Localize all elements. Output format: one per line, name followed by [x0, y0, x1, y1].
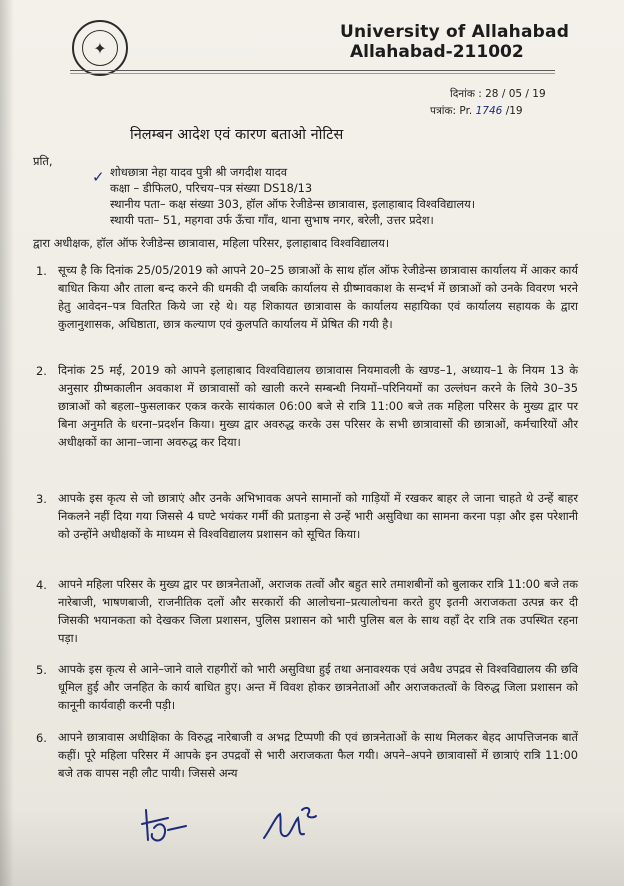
header-rule-secondary: [70, 73, 555, 74]
paragraph-4: आपने महिला परिसर के मुख्य द्वार पर छात्रनेताओं, अराजक तत्वों और बहुत सारे तमाशबीनों को बुलाकर रात्रि 11:00 बजे तक नारेबाजी, भाषणबाजी, राजनीतिक दलों और सरकारों की आलोचना–प्रत्यालोचना करते हुए इतनी अराजकता उत्पन्न कर दी जिसकी भयानकता को देखकर जिला प्रशासन, पुलिस प्रशासन को भारी पुलिस बल के साथ वहाँ देर रात्रि तक उपस्थित रहना पड़ा।: [58, 577, 578, 646]
paragraph-number: 4.: [36, 578, 47, 592]
recipient-line-3: स्थानीय पता– कक्ष संख्या 303, हॉल ऑफ रेजीडेन्स छात्रावास, इलाहाबाद विश्वविद्यालय।: [110, 197, 476, 211]
recipient-line-2: कक्षा – डीफिल0, परिचय–पत्र संख्या DS18/13: [110, 181, 313, 195]
paragraph-number: 2.: [36, 364, 47, 378]
document-title: निलम्बन आदेश एवं कारण बताओ नोटिस: [130, 127, 344, 143]
recipient-to: प्रति,: [33, 154, 53, 168]
recipient-line-4: स्थायी पता– 51, महगवा उर्फ ऊँचा गाँव, थाना सुभाष नगर, बरेली, उत्तर प्रदेश।: [110, 213, 434, 227]
handwritten-initials-left: [138, 800, 198, 850]
reference-line: [430, 104, 523, 118]
paragraph-number: 1.: [36, 264, 47, 278]
paragraph-2: दिनांक 25 मई, 2019 को आपने इलाहाबाद विश्वविद्यालय छात्रावास नियमावली के खण्ड–1, अध्याय–1 के नियम 13 के अनुसार ग्रीष्मकालीन अवकाश में छात्रावासों को खाली करने सम्बन्धी नियमों–परिनियमों का उल्लंघन करने के लिये 30–35 छात्राओं को बहला–फुसलाकर एकत्र करके सायंकाल 06:00 बजे से रात्रि 11:00 बजे तक महिला परिसर के मुख्य द्वार पर बिना अनुमति के धरना–प्रदर्शन किया। मुख्य द्वार अवरुद्ध करके उस परिसर के सभी छात्रावासों की छात्राओं, कर्मचारियों और अधीक्षकों का आना–जाना अवरुद्ध कर दिया।: [58, 363, 578, 450]
page-edge-shadow: [0, 0, 14, 886]
date-line: दिनांक : 28 / 05 / 19: [450, 88, 546, 100]
paragraph-number: 5.: [36, 663, 47, 677]
paragraph-number: 6.: [36, 731, 47, 745]
paragraph-number: 3.: [36, 492, 47, 506]
via-line: द्वारा अधीक्षक, हॉल ऑफ रेजीडेन्स छात्रावास, महिला परिसर, इलाहाबाद विश्वविद्यालय।: [33, 236, 390, 250]
paragraph-6: आपने छात्रावास अधीक्षिका के विरुद्ध नारेबाजी व अभद्र टिप्पणी की एवं छात्रनेताओं के साथ मिलकर बेहद आपत्तिजनक बातें कहीं। पूरे महिला परिसर में आपके इन उपद्रवों से भारी अराजकता फैल गयी। अपने–अपने छात्रावासों में छात्राएं रात्रि 11:00 बजे तक वापस नही लौट पायी। जिससे अन्य: [58, 730, 578, 781]
paragraph-3: आपके इस कृत्य से जो छात्राएं और उनके अभिभावक अपने सामानों को गाड़ियों में रखकर बाहर ले जाना चाहते थे उन्हें बाहर निकलने नहीं दिया गया जिससे 4 घण्टे भयंकर गर्मी की प्रताड़ना से उन्हें भारी असुविधा का सामना करना पड़ा और इस परेशानी को उन्होंने अधीक्षकों के माध्यम से विश्वविद्यालय प्रशासन को सूचित किया।: [58, 491, 578, 542]
paragraph-5: आपके इस कृत्य से आने–जाने वाले राहगीरों को भारी असुविधा हुई तथा अनावश्यक एवं अवैध उपद्रव से विश्वविद्यालय की छवि धूमिल हुई और जनहित के कार्य बाधित हुए। अन्त में विवश होकर छात्रनेताओं और अराजकतत्वों के विरुद्ध जिला प्रशासन को कानूनी कार्यवाही करनी पड़ी।: [58, 662, 578, 713]
reference-label: पत्रांक: Pr.: [430, 105, 473, 117]
handwritten-signature-right: [258, 800, 328, 850]
recipient-line-1: शोधछात्रा नेहा यादव पुत्री श्री जगदीश यादव: [110, 165, 288, 179]
seal-emblem-icon: ✦: [82, 30, 118, 66]
check-mark-icon: ✓: [92, 168, 105, 186]
reference-suffix: /19: [505, 105, 523, 117]
university-name: University of Allahabad: [340, 22, 570, 42]
header-rule: [70, 70, 555, 71]
paragraph-1: सूच्य है कि दिनांक 25/05/2019 को आपने 20–25 छात्राओं के साथ हॉल ऑफ रेजीडेन्स छात्रावास कार्यालय में आकर कार्य बाधित किया और ताला बन्द करने की धमकी दी जबकि कार्यालय से ग्रीष्मावकाश के सन्दर्भ में छात्राओं को उनके विवरण भरने हेतु आवेदन–पत्र वितरित किये जा रहे थे। यह शिकायत छात्रावास के कार्यालय सहायिका एवं कार्यालय सहायक के द्वारा कुलानुशासक, अधिष्ठाता, छात्र कल्याण एवं कुलपति कार्यालय में प्रेषित की गयी है।: [58, 263, 578, 332]
university-city: Allahabad-211002: [350, 42, 524, 62]
reference-number: 1746: [475, 105, 503, 117]
university-seal-icon: [72, 20, 128, 76]
